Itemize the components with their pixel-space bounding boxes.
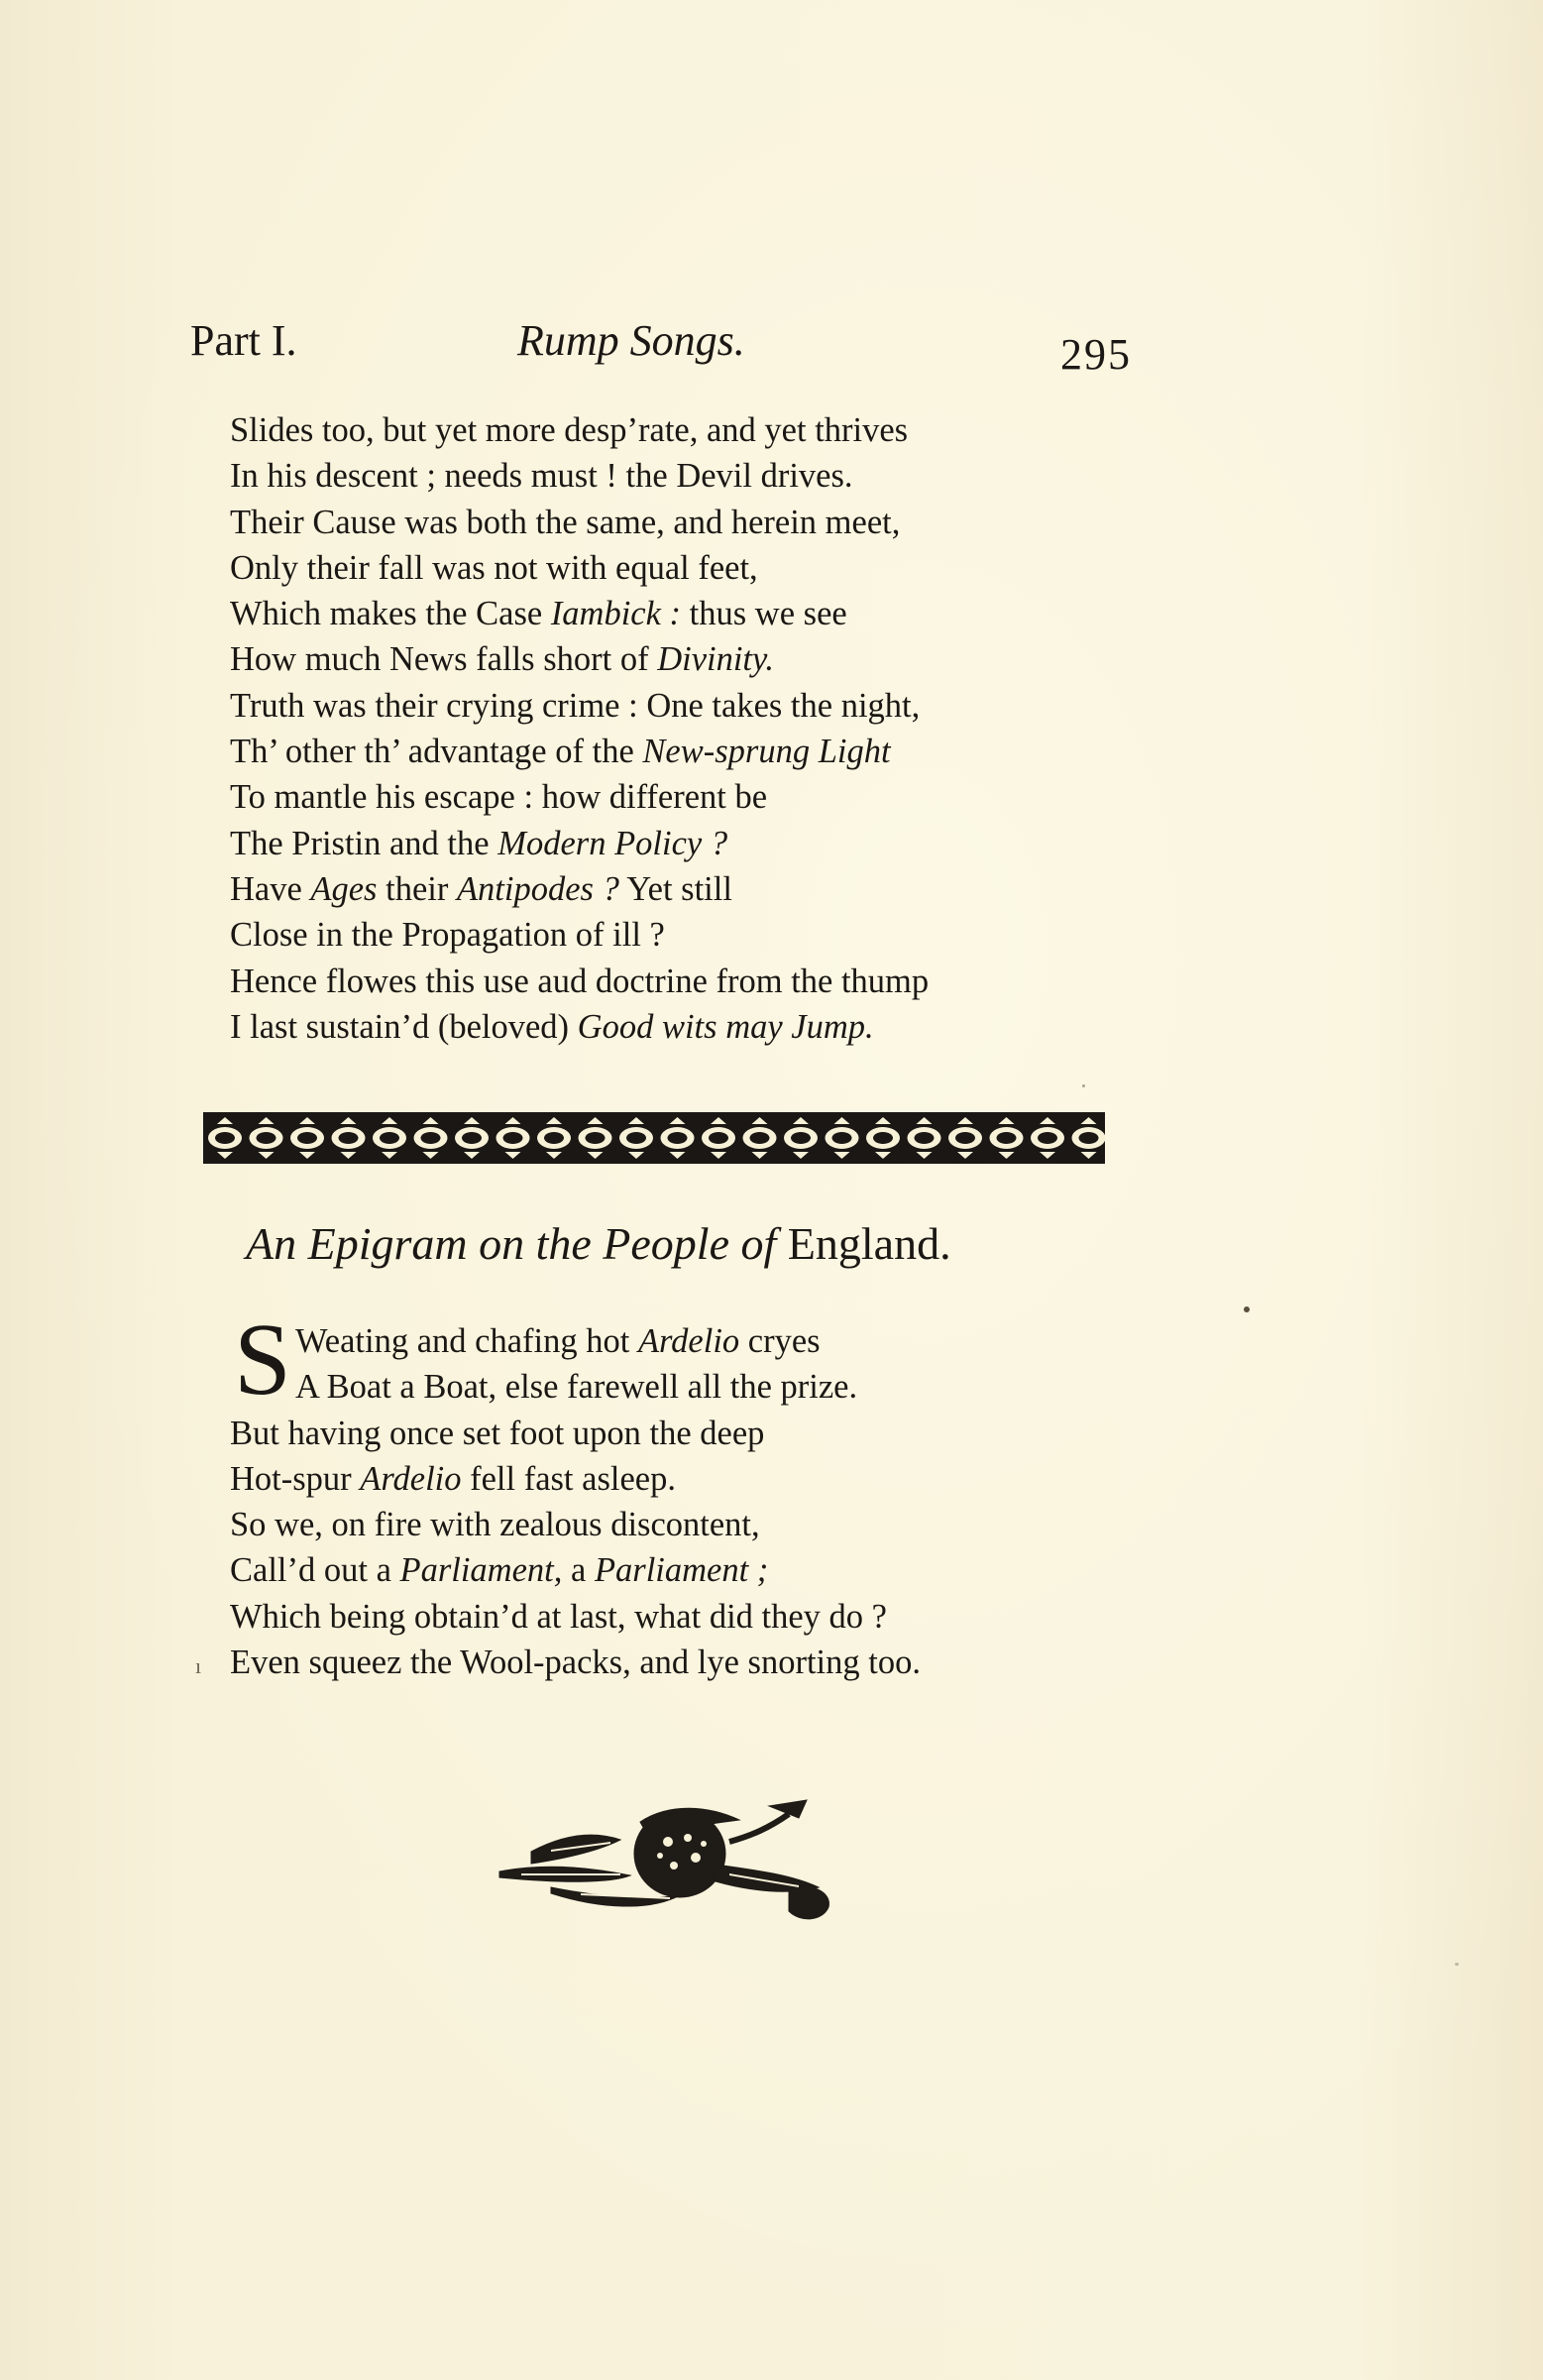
- verse-line: [230, 912, 1221, 958]
- text-run: Truth was their crying crime : One takes the night,: [230, 686, 921, 725]
- text-run: Even squeez the Wool-packs, and lye snorting too.: [230, 1643, 921, 1682]
- part-label: Part I.: [190, 316, 297, 365]
- title-roman: England.: [776, 1218, 951, 1269]
- text-run: Close in the Propagation of ill ?: [230, 916, 665, 955]
- section-title: Rump Songs.: [517, 316, 745, 365]
- text-run: Only their fall was not with equal feet,: [230, 548, 758, 587]
- text-run: A Boat a Boat, else farewell all the prize.: [295, 1368, 858, 1407]
- text-run: To mantle his escape : how different be: [230, 778, 768, 817]
- verse-line: [230, 545, 1221, 591]
- verse-line: [230, 1547, 1221, 1593]
- verse-line: [230, 591, 1221, 636]
- epigram-poem: [230, 1318, 1221, 1685]
- paper-speck: [1082, 1084, 1085, 1087]
- text-run: Slides too, but yet more desp’rate, and yet thrives: [230, 411, 909, 449]
- verse-line: [230, 1640, 1221, 1685]
- italic-text: Iambick :: [550, 595, 682, 633]
- verse-line: [230, 407, 1221, 453]
- text-run: In his descent ; needs must ! the Devil drives.: [230, 457, 853, 496]
- verse-line: [230, 1364, 1221, 1410]
- text-run: thus we see: [681, 595, 847, 633]
- verse-line: [230, 636, 1221, 682]
- paper-speck: [1244, 1306, 1250, 1312]
- verse-line: [230, 866, 1221, 912]
- text-run: a: [562, 1551, 595, 1590]
- ornamental-band-divider: [203, 1104, 1105, 1170]
- text-run: Yet still: [618, 869, 732, 908]
- text-run: Hence flowes this use aud doctrine from the thump: [230, 962, 930, 1000]
- italic-text: Divinity.: [657, 640, 775, 679]
- italic-text: Parliament,: [399, 1551, 563, 1590]
- italic-text: Antipodes ?: [456, 869, 619, 908]
- text-run: How much News falls short of: [230, 640, 658, 679]
- italic-text: Modern Policy ?: [497, 824, 728, 862]
- verse-line: [230, 1411, 1221, 1456]
- text-run: Have: [230, 869, 311, 908]
- text-run: Th’ other th’ advantage of the: [230, 733, 643, 771]
- verse-line: [230, 453, 1221, 499]
- italic-text: Ardelio: [360, 1459, 462, 1498]
- italic-text: Ages: [310, 869, 378, 908]
- text-run: fell fast asleep.: [461, 1459, 676, 1498]
- paper-speck: [1455, 1963, 1459, 1966]
- text-run: cryes: [739, 1322, 821, 1360]
- italic-text: Parliament ;: [594, 1551, 769, 1590]
- running-head: [190, 315, 1132, 385]
- verse-line: [230, 683, 1221, 729]
- text-run: The Pristin and the: [230, 824, 498, 862]
- text-run: Which being obtain’d at last, what did they do ?: [230, 1597, 887, 1636]
- drop-cap: S: [234, 1303, 291, 1417]
- verse-line: [230, 959, 1221, 1004]
- verse-line: [230, 729, 1221, 774]
- verse-line: [230, 1318, 1221, 1364]
- verse-line: [230, 821, 1221, 866]
- text-run: Weating and chafing hot: [295, 1322, 638, 1360]
- continued-poem: [230, 407, 1221, 1050]
- italic-text: Ardelio: [637, 1322, 740, 1360]
- text-run: But having once set foot upon the deep: [230, 1414, 765, 1452]
- margin-mark: ı: [195, 1653, 202, 1678]
- foliate-tailpiece-ornament: [492, 1792, 834, 1927]
- verse-line: [230, 1004, 1221, 1050]
- text-run: Which makes the Case: [230, 595, 551, 633]
- text-run: So we, on fire with zealous discontent,: [230, 1506, 760, 1544]
- verse-line: [230, 1502, 1221, 1547]
- title-italic: An Epigram on the People of: [246, 1218, 777, 1269]
- verse-line: [230, 774, 1221, 820]
- epigram-title: [246, 1217, 951, 1270]
- verse-line: [230, 1456, 1221, 1502]
- text-run: Hot-spur: [230, 1459, 361, 1498]
- verse-line: [230, 500, 1221, 545]
- text-run: Their Cause was both the same, and herein meet,: [230, 503, 901, 541]
- italic-text: Good wits may Jump.: [577, 1007, 874, 1046]
- italic-text: New-sprung Light: [642, 733, 891, 771]
- text-run: their: [377, 869, 457, 908]
- page-number: 295: [1060, 330, 1132, 379]
- text-run: Call’d out a: [230, 1551, 400, 1590]
- text-run: I last sustain’d (beloved): [230, 1007, 578, 1046]
- verse-line: [230, 1594, 1221, 1640]
